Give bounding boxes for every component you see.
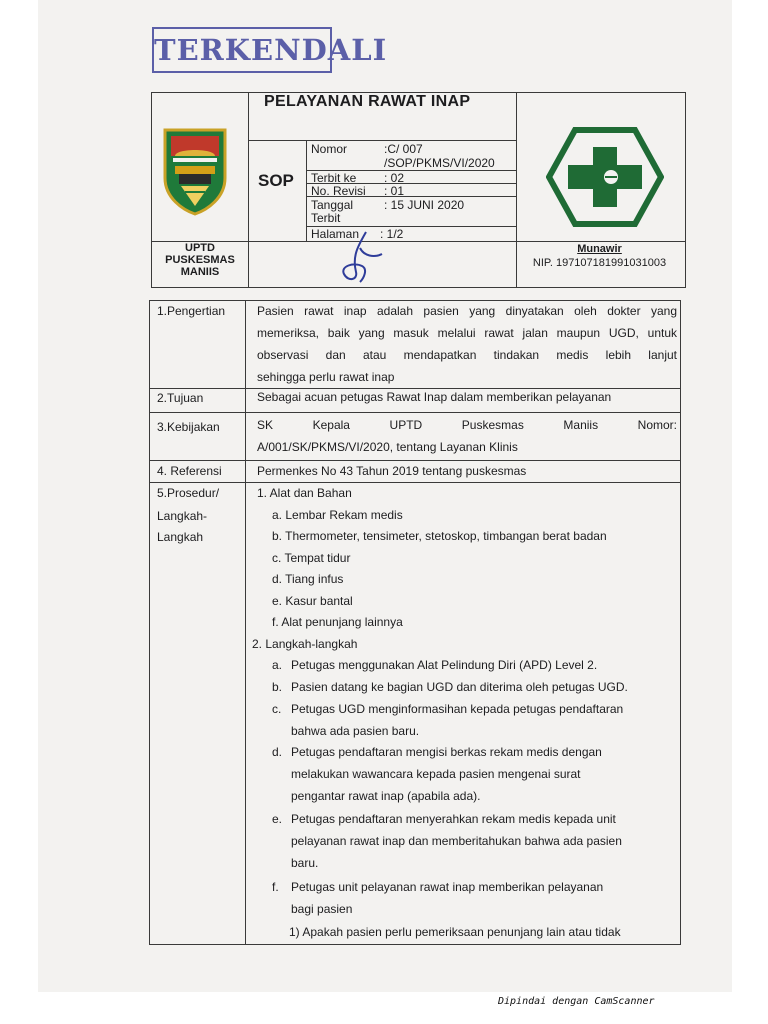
referensi-text: Permenkes No 43 Tahun 2019 tentang puskesmas	[257, 464, 527, 478]
tanggal-value: : 15 JUNI 2020	[384, 198, 465, 212]
pengertian-line: Pasien rawat inap adalah pasien yang dinyatakan oleh dokter yang	[257, 304, 677, 318]
tanggal-label-1: Tanggal	[311, 198, 354, 212]
terbit-label: Terbit ke	[311, 171, 357, 185]
langkah-letter: c.	[272, 702, 282, 716]
terbit-value: : 02	[384, 171, 405, 185]
body-border-bottom	[149, 944, 681, 945]
institution-line-3: MANIIS	[180, 266, 220, 278]
regency-emblem-icon	[161, 126, 229, 216]
langkah-line: Petugas menggunakan Alat Pelindung Diri (APD) Level 2.	[291, 658, 598, 672]
body-label-divider	[245, 300, 246, 945]
health-cross-logo-icon	[546, 127, 664, 227]
langkah-line: pelayanan rawat inap dan memberitahukan bahwa ada pasien	[291, 834, 622, 848]
langkah-line: Petugas unit pelayanan rawat inap memberikan pelayanan	[291, 880, 604, 894]
body-row-line-2	[149, 412, 681, 413]
header-border-bottom	[151, 287, 686, 288]
nomor-value-1: :C/ 007	[384, 142, 423, 156]
revisi-label: No. Revisi	[311, 184, 366, 198]
tujuan-text: Sebagai acuan petugas Rawat Inap dalam memberikan pelayanan	[257, 390, 612, 404]
alat-item: f. Alat penunjang lainnya	[272, 615, 403, 629]
header-border-right	[685, 92, 686, 288]
signer-name: Munawir	[577, 243, 622, 255]
header-divider-title	[248, 140, 516, 141]
langkah-line: Pasien datang ke bagian UGD dan diterima oleh petugas UGD.	[291, 680, 628, 694]
prosedur-label-3: Langkah	[157, 530, 204, 544]
kebijakan-text	[257, 414, 677, 458]
revisi-value: : 01	[384, 184, 405, 198]
header-divider-v2	[516, 92, 517, 288]
signer-nip: NIP. 197107181991031003	[532, 257, 667, 269]
langkah-letter: f.	[272, 880, 279, 894]
sop-label: SOP	[258, 171, 294, 190]
kebijakan-label: 3.Kebijakan	[157, 420, 220, 434]
halaman-label: Halaman	[311, 227, 360, 241]
pengertian-line: sehingga perlu rawat inap	[257, 370, 395, 384]
prosedur-label-1: 5.Prosedur/	[157, 486, 220, 500]
kebijakan-line: A/001/SK/PKMS/VI/2020, tentang Layanan Klinis	[257, 440, 518, 454]
langkah-letter: a.	[272, 658, 283, 672]
pengertian-label: 1.Pengertian	[157, 304, 226, 318]
body-border-left	[149, 300, 150, 945]
institution-name	[152, 242, 248, 278]
langkah-letter: d.	[272, 745, 283, 759]
signature-icon	[330, 228, 390, 286]
langkah-letter: b.	[272, 680, 283, 694]
tujuan-label: 2.Tujuan	[157, 391, 204, 405]
langkah-line: bahwa ada pasien baru.	[291, 724, 420, 738]
institution-line-1: UPTD	[185, 242, 215, 254]
referensi-label: 4. Referensi	[157, 464, 222, 478]
halaman-value: : 1/2	[380, 227, 404, 241]
alat-heading: 1. Alat dan Bahan	[257, 486, 352, 500]
tanggal-label-2: Terbit	[311, 211, 341, 225]
institution-line-2: PUSKESMAS	[165, 254, 235, 266]
langkah-line: melakukan wawancara kepada pasien mengenai surat	[291, 767, 581, 781]
langkah-line: Petugas pendaftaran mengisi berkas rekam medis dengan	[291, 745, 602, 759]
document-title: PELAYANAN RAWAT INAP	[264, 93, 471, 110]
alat-item: c. Tempat tidur	[272, 551, 351, 565]
prosedur-label-2: Langkah-	[157, 509, 208, 523]
sub-item: 1) Apakah pasien perlu pemeriksaan penunjang lain atau tidak	[289, 925, 621, 939]
pengertian-line: observasi dan atau mendapatkan tindakan medis lebih lanjut	[257, 348, 677, 362]
header-divider-v1	[248, 92, 249, 288]
alat-item: e. Kasur bantal	[272, 594, 353, 608]
kebijakan-line: SK Kepala UPTD Puskesmas Maniis Nomor:	[257, 418, 677, 432]
langkah-heading: 2. Langkah-langkah	[252, 637, 358, 651]
alat-item: d. Tiang infus	[272, 572, 344, 586]
nomor-value-2: /SOP/PKMS/VI/2020	[384, 156, 495, 170]
langkah-line: baru.	[291, 856, 319, 870]
langkah-line: bagi pasien	[291, 902, 353, 916]
langkah-line: Petugas pendaftaran menyerahkan rekam medis kepada unit	[291, 812, 616, 826]
langkah-line: pengantar rawat inap (apabila ada).	[291, 789, 481, 803]
body-row-line-4	[149, 482, 681, 483]
body-border-right	[680, 300, 681, 945]
pengertian-line: memeriksa, baik yang masuk melalui rawat jalan maupun UGD, untuk	[257, 326, 677, 340]
langkah-line: Petugas UGD menginformasihan kepada petugas pendaftaran	[291, 702, 624, 716]
scanner-watermark: Dipindai dengan CamScanner	[498, 996, 655, 1007]
alat-item: a. Lembar Rekam medis	[272, 508, 403, 522]
terkendali-stamp: TERKENDALI	[152, 27, 332, 73]
alat-item: b. Thermometer, tensimeter, stetoskop, timbangan berat badan	[272, 529, 607, 543]
langkah-letter: e.	[272, 812, 283, 826]
pengertian-text	[257, 300, 677, 388]
nomor-label: Nomor	[311, 142, 348, 156]
